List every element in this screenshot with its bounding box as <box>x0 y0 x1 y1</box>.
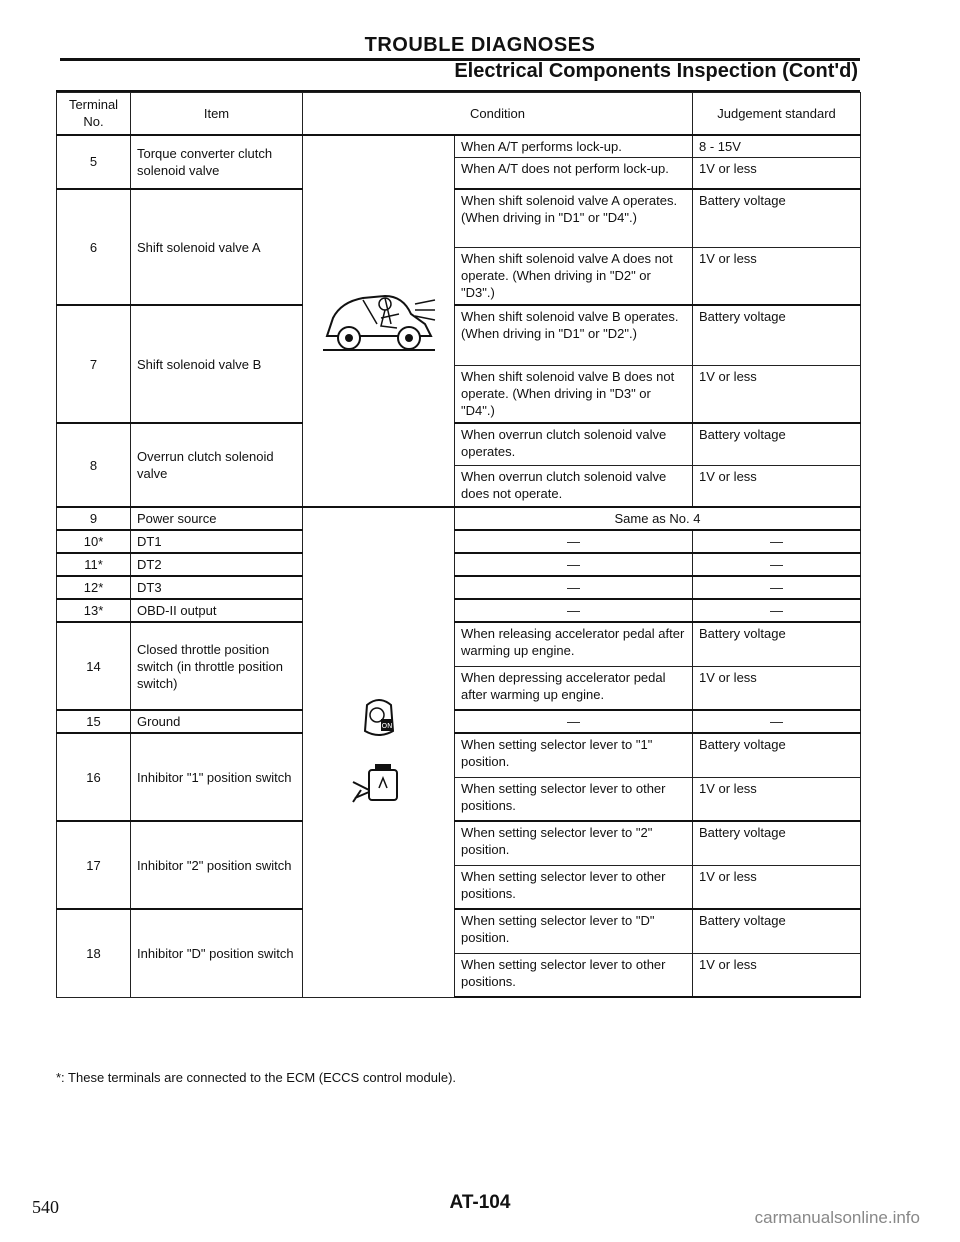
judgement-dash: — <box>693 599 861 622</box>
item-name: Power source <box>131 507 303 530</box>
judgement-value: Battery voltage <box>693 189 861 247</box>
condition-text: When setting selector lever to "D" position. <box>455 909 693 953</box>
condition-dash: — <box>455 553 693 576</box>
condition-text: When shift solenoid valve A operates. (When driving in "D1" or "D4".) <box>455 189 693 247</box>
item-name: DT1 <box>131 530 303 553</box>
upper-illustration-cell <box>303 135 455 508</box>
item-name: OBD-II output <box>131 599 303 622</box>
condition-text: When overrun clutch solenoid valve operates. <box>455 423 693 465</box>
judgement-dash: — <box>693 553 861 576</box>
condition-dash: — <box>455 599 693 622</box>
condition-text: When setting selector lever to "1" position. <box>455 733 693 777</box>
terminal-number: 14 <box>57 622 131 710</box>
judgement-value: Battery voltage <box>693 821 861 865</box>
terminal-number: 16 <box>57 733 131 821</box>
car-driving-icon <box>319 284 439 354</box>
judgement-value: Battery voltage <box>693 423 861 465</box>
table-row <box>57 599 861 622</box>
voltmeter-icon <box>351 760 407 806</box>
judgement-value: Battery voltage <box>693 733 861 777</box>
item-name: Ground <box>131 710 303 733</box>
terminal-number: 18 <box>57 909 131 997</box>
judgement-dash: — <box>693 530 861 553</box>
item-name: Shift solenoid valve B <box>131 305 303 423</box>
condition-dash: — <box>455 576 693 599</box>
judgement-value: 1V or less <box>693 247 861 305</box>
terminal-number: 5 <box>57 135 131 190</box>
condition-text: When depressing accelerator pedal after warming up engine. <box>455 666 693 710</box>
item-name: Inhibitor "D" position switch <box>131 909 303 997</box>
terminal-number: 12* <box>57 576 131 599</box>
judgement-value: 1V or less <box>693 777 861 821</box>
page-number: 540 <box>32 1197 59 1217</box>
condition-text: When A/T performs lock-up. <box>455 135 693 158</box>
condition-text: When setting selector lever to other positions. <box>455 953 693 997</box>
condition-text: When shift solenoid valve A does not operate. (When driving in "D2" or "D3".) <box>455 247 693 305</box>
condition-text: When setting selector lever to other positions. <box>455 777 693 821</box>
header-terminal: Terminal No. <box>57 93 131 135</box>
terminal-number: 7 <box>57 305 131 423</box>
condition-text: When setting selector lever to "2" position. <box>455 821 693 865</box>
footnote: *: These terminals are connected to the ECM (ECCS control module). <box>56 1070 457 1085</box>
item-name: Closed throttle position switch (in throttle position switch) <box>131 622 303 710</box>
terminal-number: 6 <box>57 189 131 305</box>
condition-text: When A/T does not perform lock-up. <box>455 157 693 189</box>
item-name: Overrun clutch solenoid valve <box>131 423 303 507</box>
condition-text: When shift solenoid valve B operates. (When driving in "D1" or "D2".) <box>455 305 693 365</box>
table-row <box>57 189 861 247</box>
svg-text:ON: ON <box>381 721 392 730</box>
header-judgement: Judgement standard <box>693 93 861 135</box>
condition-dash: — <box>455 710 693 733</box>
table-row <box>57 909 861 953</box>
item-name: DT3 <box>131 576 303 599</box>
condition-dash: — <box>455 530 693 553</box>
judgement-dash: — <box>693 576 861 599</box>
judgement-value: 1V or less <box>693 365 861 423</box>
table-row <box>57 821 861 865</box>
judgement-value: Battery voltage <box>693 305 861 365</box>
judgement-value: 1V or less <box>693 953 861 997</box>
terminal-number: 8 <box>57 423 131 507</box>
condition-text: When shift solenoid valve B does not operate. (When driving in "D3" or "D4".) <box>455 365 693 423</box>
terminal-number: 13* <box>57 599 131 622</box>
watermark: carmanualsonline.info <box>754 1208 920 1227</box>
condition-text: When setting selector lever to other positions. <box>455 865 693 909</box>
terminal-number: 10* <box>57 530 131 553</box>
condition-text: When overrun clutch solenoid valve does not operate. <box>455 465 693 507</box>
page-code: AT-104 <box>449 1192 511 1213</box>
header-condition: Condition <box>303 93 693 135</box>
item-name: Inhibitor "2" position switch <box>131 821 303 909</box>
table-row <box>57 576 861 599</box>
lower-illustration-cell <box>303 507 455 997</box>
table-row <box>57 530 861 553</box>
terminal-number: 15 <box>57 710 131 733</box>
page-title: TROUBLE DIAGNOSES <box>364 34 596 56</box>
judgement-dash: — <box>693 710 861 733</box>
table-row <box>57 305 861 365</box>
table-row <box>57 553 861 576</box>
table-row <box>57 622 861 666</box>
table-row <box>57 507 861 530</box>
table-row <box>57 135 861 158</box>
same-as-text: Same as No. 4 <box>455 507 861 530</box>
judgement-value: 1V or less <box>693 465 861 507</box>
judgement-value: Battery voltage <box>693 909 861 953</box>
header-item: Item <box>131 93 303 135</box>
inspection-table <box>56 92 861 998</box>
judgement-value: 8 - 15V <box>693 135 861 158</box>
judgement-value: 1V or less <box>693 865 861 909</box>
ignition-on-icon <box>359 695 399 739</box>
terminal-number: 11* <box>57 553 131 576</box>
terminal-number: 17 <box>57 821 131 909</box>
section-subtitle: Electrical Components Inspection (Cont'd) <box>454 60 858 82</box>
table-row <box>57 423 861 465</box>
judgement-value: 1V or less <box>693 157 861 189</box>
item-name: Torque converter clutch solenoid valve <box>131 135 303 190</box>
judgement-value: 1V or less <box>693 666 861 710</box>
item-name: Inhibitor "1" position switch <box>131 733 303 821</box>
terminal-number: 9 <box>57 507 131 530</box>
item-name: DT2 <box>131 553 303 576</box>
table-row <box>57 710 861 733</box>
item-name: Shift solenoid valve A <box>131 189 303 305</box>
table-row <box>57 733 861 777</box>
judgement-value: Battery voltage <box>693 622 861 666</box>
condition-text: When releasing accelerator pedal after warming up engine. <box>455 622 693 666</box>
